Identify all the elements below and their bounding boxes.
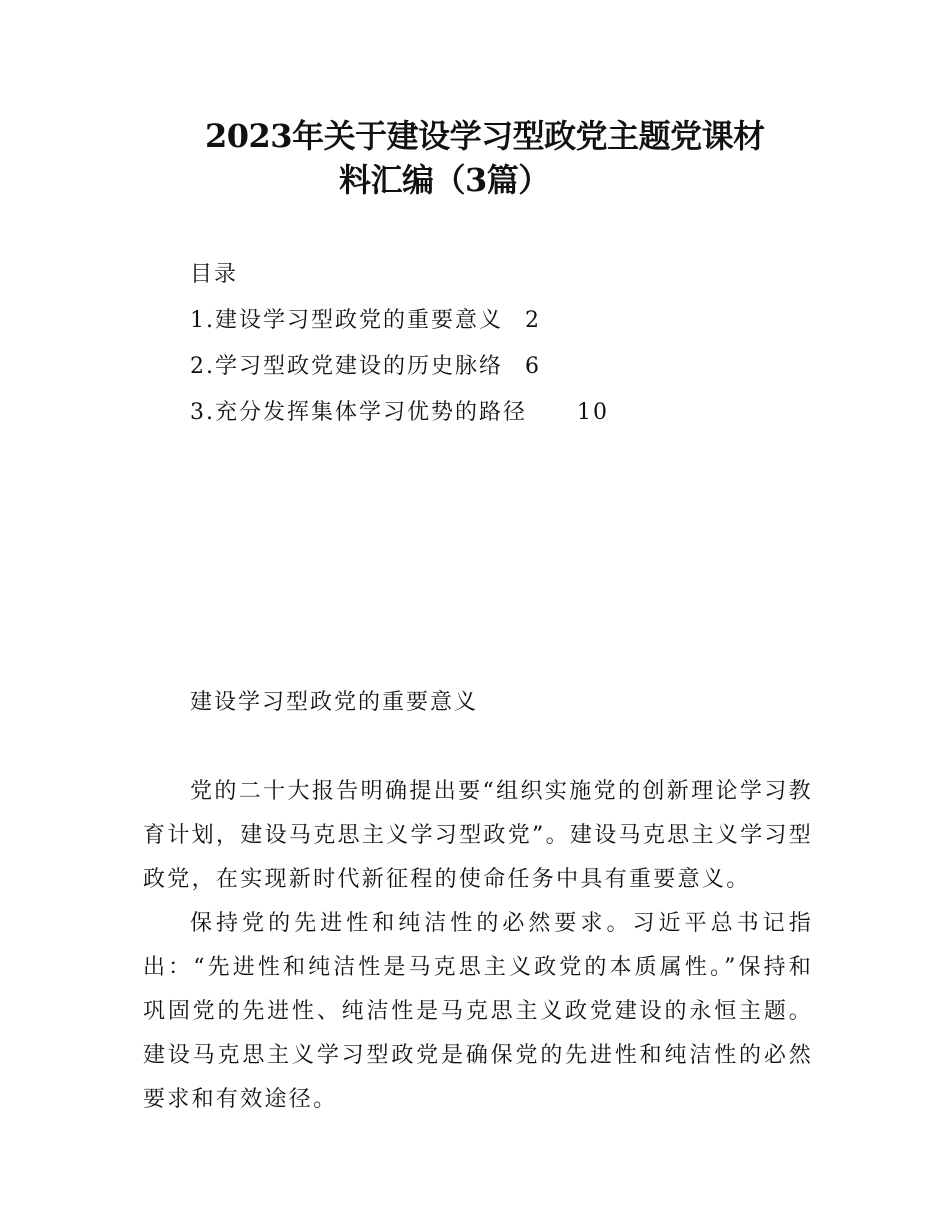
table-of-contents xyxy=(190,252,609,436)
toc-item-page: 6 xyxy=(525,354,541,379)
toc-item-label: 2.学习型政党建设的历史脉络 xyxy=(190,354,503,379)
toc-item xyxy=(190,390,609,436)
toc-item xyxy=(190,298,609,344)
toc-item-page: 2 xyxy=(525,308,541,333)
toc-item-label: 3.充分发挥集体学习优势的路径 xyxy=(190,400,527,425)
toc-item xyxy=(190,344,609,390)
body-paragraph: 党的二十大报告明确提出要“组织实施党的创新理论学习教育计划，建设马克思主义学习型政党”。建设马克思主义学习型政党，在实现新时代新征程的使命任务中具有重要意义。 xyxy=(143,779,813,892)
document-title-line-2: 料汇编（3篇） xyxy=(339,161,550,199)
toc-heading: 目录 xyxy=(190,262,239,287)
toc-item-label: 1.建设学习型政党的重要意义 xyxy=(190,308,503,333)
document-title-line-1: 2023年关于建设学习型政党主题党课材 xyxy=(205,117,765,155)
section-title: 建设学习型政党的重要意义 xyxy=(190,690,479,715)
body-paragraph: 保持党的先进性和纯洁性的必然要求。习近平总书记指出：“先进性和纯洁性是马克思主义政党的本质属性。”保持和巩固党的先进性、纯洁性是马克思主义政党建设的永恒主题。建设马克思主义学习型政党是确保党的先进性和纯洁性的必然要求和有效途径。 xyxy=(143,911,813,1112)
toc-item-page: 10 xyxy=(577,400,609,425)
